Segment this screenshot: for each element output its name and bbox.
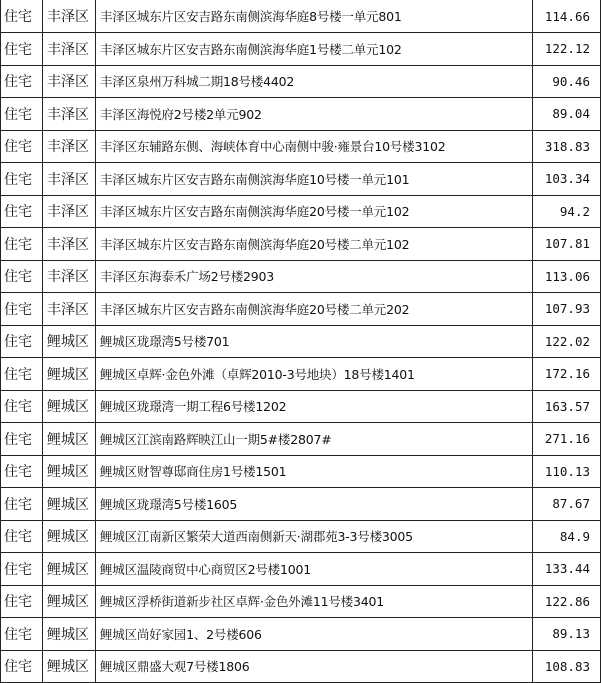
table-row <box>1 585 601 618</box>
table-row <box>1 325 601 358</box>
cell-district: 丰泽区 <box>43 33 96 66</box>
cell-area: 110.13 <box>533 455 601 488</box>
cell-address: 鲤城区尚好家园1、2号楼606 <box>96 618 533 651</box>
cell-address: 鲤城区珑璟湾5号楼1605 <box>96 488 533 521</box>
cell-address: 鲤城区浮桥街道新步社区卓辉·金色外滩11号楼3401 <box>96 585 533 618</box>
cell-address: 丰泽区东海泰禾广场2号楼2903 <box>96 260 533 293</box>
table-row <box>1 228 601 261</box>
cell-area: 172.16 <box>533 358 601 391</box>
cell-property-type: 住宅 <box>1 260 43 293</box>
table-row <box>1 260 601 293</box>
cell-area: 103.34 <box>533 163 601 196</box>
cell-district: 丰泽区 <box>43 130 96 163</box>
cell-district: 鲤城区 <box>43 358 96 391</box>
cell-address: 鲤城区温陵商贸中心商贸区2号楼1001 <box>96 553 533 586</box>
cell-area: 107.81 <box>533 228 601 261</box>
cell-property-type: 住宅 <box>1 585 43 618</box>
cell-address: 鲤城区鼎盛大观7号楼1806 <box>96 650 533 683</box>
cell-address: 鲤城区江滨南路辉映江山一期5#楼2807# <box>96 423 533 456</box>
table-row <box>1 358 601 391</box>
table-row <box>1 195 601 228</box>
cell-district: 丰泽区 <box>43 65 96 98</box>
cell-district: 丰泽区 <box>43 163 96 196</box>
cell-district: 鲤城区 <box>43 423 96 456</box>
table-row <box>1 0 601 33</box>
table-row <box>1 455 601 488</box>
cell-property-type: 住宅 <box>1 33 43 66</box>
cell-district: 丰泽区 <box>43 98 96 131</box>
cell-area: 89.04 <box>533 98 601 131</box>
cell-address: 丰泽区海悦府2号楼2单元902 <box>96 98 533 131</box>
cell-district: 鲤城区 <box>43 585 96 618</box>
table-row <box>1 390 601 423</box>
table-row <box>1 553 601 586</box>
cell-property-type: 住宅 <box>1 0 43 33</box>
cell-address: 丰泽区城东片区安吉路东南侧滨海华庭8号楼一单元801 <box>96 0 533 33</box>
cell-property-type: 住宅 <box>1 325 43 358</box>
cell-area: 114.66 <box>533 0 601 33</box>
cell-district: 丰泽区 <box>43 228 96 261</box>
property-table-body <box>1 0 601 683</box>
table-row <box>1 65 601 98</box>
cell-address: 丰泽区城东片区安吉路东南侧滨海华庭10号楼一单元101 <box>96 163 533 196</box>
cell-district: 丰泽区 <box>43 293 96 326</box>
cell-area: 87.67 <box>533 488 601 521</box>
cell-district: 鲤城区 <box>43 618 96 651</box>
cell-address: 鲤城区卓辉·金色外滩（卓辉2010-3号地块）18号楼1401 <box>96 358 533 391</box>
cell-area: 90.46 <box>533 65 601 98</box>
cell-area: 133.44 <box>533 553 601 586</box>
cell-area: 122.02 <box>533 325 601 358</box>
table-row <box>1 33 601 66</box>
cell-address: 鲤城区珑璟湾一期工程6号楼1202 <box>96 390 533 423</box>
cell-area: 107.93 <box>533 293 601 326</box>
cell-address: 鲤城区珑璟湾5号楼701 <box>96 325 533 358</box>
table-row <box>1 98 601 131</box>
cell-area: 108.83 <box>533 650 601 683</box>
cell-address: 丰泽区泉州万科城二期18号楼4402 <box>96 65 533 98</box>
cell-property-type: 住宅 <box>1 65 43 98</box>
table-row <box>1 163 601 196</box>
cell-property-type: 住宅 <box>1 390 43 423</box>
cell-property-type: 住宅 <box>1 455 43 488</box>
cell-address: 鲤城区江南新区繁荣大道西南侧新天·湖郡苑3-3号楼3005 <box>96 520 533 553</box>
cell-district: 丰泽区 <box>43 260 96 293</box>
cell-area: 163.57 <box>533 390 601 423</box>
cell-property-type: 住宅 <box>1 553 43 586</box>
cell-address: 丰泽区城东片区安吉路东南侧滨海华庭20号楼一单元102 <box>96 195 533 228</box>
table-row <box>1 618 601 651</box>
cell-area: 89.13 <box>533 618 601 651</box>
cell-address: 丰泽区城东片区安吉路东南侧滨海华庭1号楼二单元102 <box>96 33 533 66</box>
cell-district: 丰泽区 <box>43 0 96 33</box>
cell-district: 鲤城区 <box>43 455 96 488</box>
cell-property-type: 住宅 <box>1 293 43 326</box>
cell-property-type: 住宅 <box>1 650 43 683</box>
cell-area: 94.2 <box>533 195 601 228</box>
cell-property-type: 住宅 <box>1 520 43 553</box>
cell-property-type: 住宅 <box>1 163 43 196</box>
cell-area: 122.12 <box>533 33 601 66</box>
table-row <box>1 423 601 456</box>
cell-property-type: 住宅 <box>1 488 43 521</box>
cell-property-type: 住宅 <box>1 130 43 163</box>
table-row <box>1 130 601 163</box>
cell-area: 318.83 <box>533 130 601 163</box>
cell-property-type: 住宅 <box>1 358 43 391</box>
cell-address: 丰泽区城东片区安吉路东南侧滨海华庭20号楼二单元102 <box>96 228 533 261</box>
table-row <box>1 293 601 326</box>
cell-district: 鲤城区 <box>43 325 96 358</box>
cell-address: 丰泽区城东片区安吉路东南侧滨海华庭20号楼二单元202 <box>96 293 533 326</box>
cell-area: 122.86 <box>533 585 601 618</box>
cell-area: 113.06 <box>533 260 601 293</box>
cell-property-type: 住宅 <box>1 618 43 651</box>
table-row <box>1 520 601 553</box>
cell-district: 鲤城区 <box>43 488 96 521</box>
cell-area: 84.9 <box>533 520 601 553</box>
cell-property-type: 住宅 <box>1 195 43 228</box>
cell-district: 鲤城区 <box>43 553 96 586</box>
cell-district: 鲤城区 <box>43 520 96 553</box>
cell-district: 丰泽区 <box>43 195 96 228</box>
cell-area: 271.16 <box>533 423 601 456</box>
cell-property-type: 住宅 <box>1 423 43 456</box>
cell-property-type: 住宅 <box>1 98 43 131</box>
cell-address: 鲤城区财智尊邸商住房1号楼1501 <box>96 455 533 488</box>
cell-address: 丰泽区东辅路东侧、海峡体育中心南侧中骏·雍景台10号楼3102 <box>96 130 533 163</box>
cell-property-type: 住宅 <box>1 228 43 261</box>
table-row <box>1 650 601 683</box>
cell-district: 鲤城区 <box>43 390 96 423</box>
cell-district: 鲤城区 <box>43 650 96 683</box>
table-row <box>1 488 601 521</box>
